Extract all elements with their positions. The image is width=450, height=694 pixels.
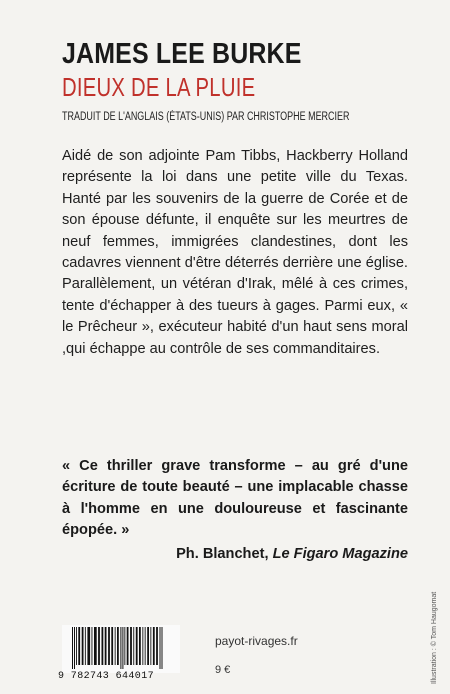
barcode-bar [98,627,100,665]
isbn-number: 9 782743 644017 [58,671,155,682]
barcode-bar [120,627,121,669]
publication-name: Le Figaro Magazine [272,546,408,562]
barcode-bar [153,627,155,665]
barcode-bar [156,627,158,665]
barcode-bar [94,627,97,665]
synopsis-text: Aidé de son adjointe Pam Tibbs, Hackberry Holland représente la loi dans une petite ville du Texas. Hanté par les souvenirs de la guerre de Corée et de son épouse défunte, il enquête sur les meurtres de neuf femmes, immigrées clandestines, dont les cadavres viennent d'être déterrés derrière une église. Parallèlement, un vétéran d'Irak, mêlé à ces crimes, tente d'échapper à des tueurs à gages. Parmi eux, « le Prêcheur », exécuteur habité d'un haut sens moral ,qui échappe au contrôle de ses commanditaires. [62,148,408,357]
barcode-graphic [62,625,180,671]
barcode-bar [115,627,116,665]
barcode-bar [92,627,93,665]
barcode-bar [102,627,104,665]
barcode-bar [127,627,129,665]
illustration-credit: Illustration : © Tom Haugomat [431,591,438,684]
barcode-bar [160,627,161,669]
barcode [62,625,180,673]
barcode-bar [136,627,138,665]
barcode-bar [74,627,75,669]
barcode-bar [145,627,146,665]
barcode-bar [76,627,77,665]
barcode-bar [142,627,143,665]
barcode-bar [130,627,132,665]
barcode-bar [117,627,119,665]
price-label: 9 € [215,664,231,676]
critic-name: Ph. Blanchet, [176,546,269,562]
barcode-bar [87,627,90,665]
barcode-bar [122,627,123,669]
barcode-bar [108,627,110,665]
barcode-bar [162,627,163,669]
author-name: JAMES LEE BURKE [62,38,302,70]
barcode-bar [133,627,134,665]
barcode-bar [85,627,86,665]
barcode-bar [124,627,125,665]
barcode-bar [139,627,141,665]
review-quote: « Ce thriller grave transforme – au gré d'une écriture de toute beauté – une implacable chasse à l'homme en une douloureuse et fascinante épopée. » [62,458,408,539]
translator-line: TRADUIT DE L'ANGLAIS (ÉTATS-UNIS) PAR CHRISTOPHE MERCIER [62,111,350,123]
review-attribution [176,546,408,562]
barcode-bar [78,627,80,665]
publisher-website: payot-rivages.fr [215,634,298,648]
barcode-bar [82,627,84,665]
book-title: DIEUX DE LA PLUIE [62,72,256,102]
barcode-bar [147,627,149,665]
barcode-bar [111,627,113,665]
barcode-bar [105,627,107,665]
barcode-bar [150,627,151,665]
barcode-bar [72,627,73,669]
